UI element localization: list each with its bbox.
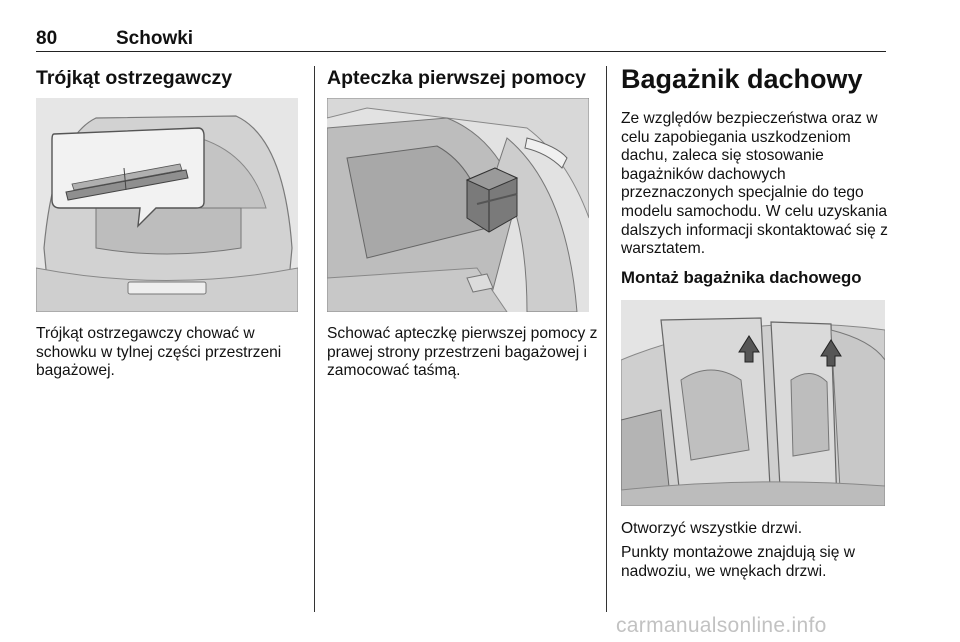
roof-rack-heading: Bagażnik dachowy bbox=[621, 64, 863, 94]
first-aid-kit-paragraph: Schować apteczkę pierwszej pomocy z prawej strony przestrzeni bagażowej i zamocować taśmą. bbox=[327, 325, 598, 380]
roof-rack-step-1-paragraph: Otworzyć wszystkie drzwi. bbox=[621, 520, 803, 537]
roof-rack-step-2 bbox=[621, 544, 889, 581]
first-aid-kit-text bbox=[327, 325, 599, 381]
warning-triangle-paragraph: Trójkąt ostrzegawczy chować w schowku w tylnej części przestrzeni bagażowej. bbox=[36, 325, 282, 380]
roof-rack-mounting-illustration bbox=[621, 300, 885, 506]
watermark: carmanualsonline.info bbox=[616, 614, 827, 637]
warning-triangle-illustration bbox=[36, 98, 298, 312]
column-divider-1 bbox=[314, 66, 315, 612]
roof-rack-step-2-paragraph: Punkty montażowe znajdują się w nadwoziu, we wnękach drzwi. bbox=[621, 544, 856, 580]
page-number: 80 bbox=[36, 28, 58, 49]
roof-rack-intro-text bbox=[621, 110, 889, 259]
column-divider-2 bbox=[606, 66, 607, 612]
first-aid-kit-illustration bbox=[327, 98, 589, 312]
roof-rack-step-1 bbox=[621, 520, 889, 539]
warning-triangle-text bbox=[36, 325, 304, 381]
roof-rack-mounting-subheading: Montaż bagażnika dachowego bbox=[621, 268, 862, 287]
chapter-title: Schowki bbox=[116, 28, 194, 49]
first-aid-kit-heading: Apteczka pierwszej pomocy bbox=[327, 67, 587, 89]
page-header bbox=[36, 28, 886, 52]
roof-rack-intro-paragraph: Ze względów bezpieczeństwa oraz w celu zapobiegania uszkodzeniom dachu, zaleca się stosowanie bagażników dachowych przeznaczonych specjalnie do tego modelu samochodu. W celu uzyskania dalszych informacji skontaktować się z warsztatem. bbox=[621, 110, 888, 258]
warning-triangle-heading: Trójkąt ostrzegawczy bbox=[36, 67, 233, 89]
